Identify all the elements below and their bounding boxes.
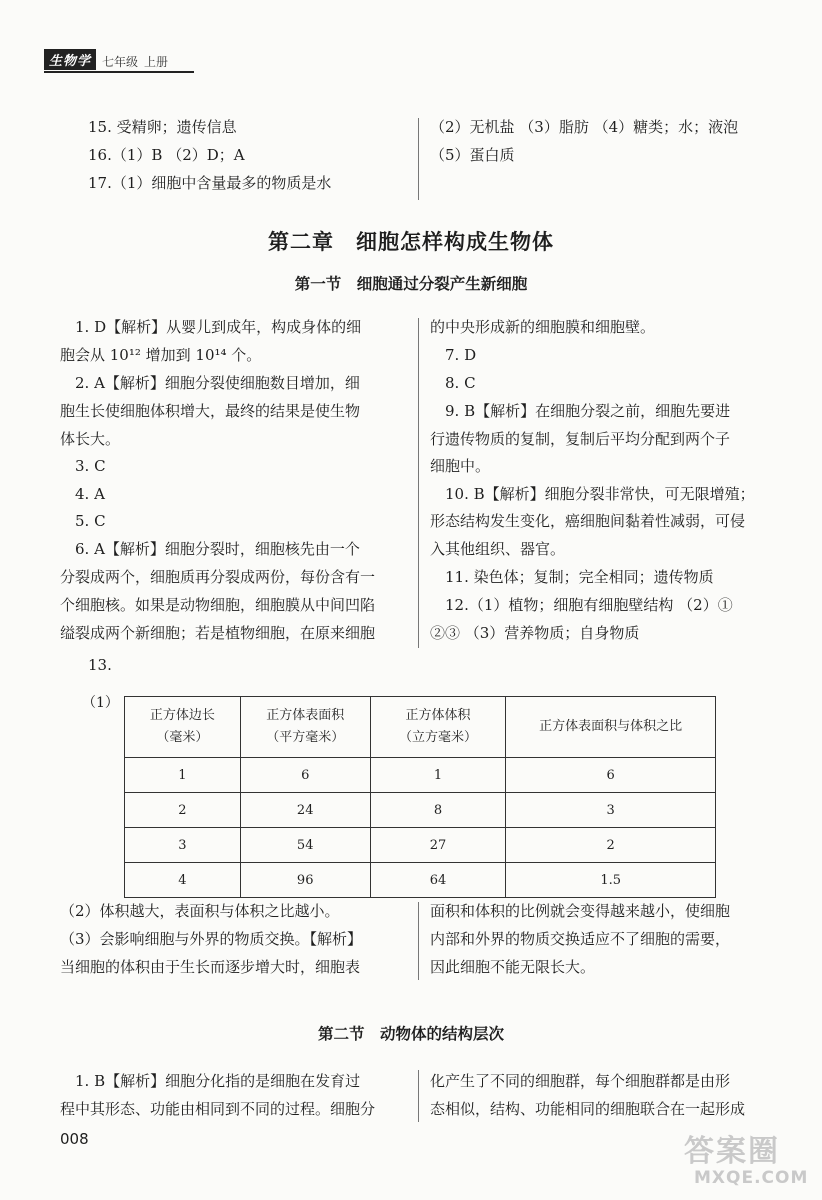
table-header-cell: 正方体边长 （毫米）	[125, 697, 241, 758]
answer-line: 胞会从 10¹² 增加到 10¹⁴ 个。	[60, 346, 262, 364]
answer-line: 1. B【解析】细胞分化指的是细胞在发育过	[60, 1072, 361, 1090]
column-divider	[418, 118, 419, 200]
table-header-cell: 正方体体积 （立方毫米）	[370, 697, 506, 758]
answer-line: 的中央形成新的细胞膜和细胞壁。	[430, 318, 656, 336]
table-label: （1）	[82, 695, 119, 711]
page-number: 008	[60, 1130, 89, 1148]
cube-ratio-table	[124, 696, 716, 898]
answer-line: （2）无机盐 （3）脂肪 （4）糖类；水；液泡	[430, 118, 739, 136]
column-divider	[418, 318, 419, 648]
chapter-title: 第二章 细胞怎样构成生物体	[268, 230, 554, 254]
answer-line: ②③ （3）营养物质；自身物质	[430, 624, 640, 642]
table-cell: 64	[370, 863, 506, 898]
answer-line: 15. 受精卵；遗传信息	[88, 118, 237, 136]
answer-line: 3. C	[60, 457, 106, 475]
table-row	[125, 863, 716, 898]
table-cell: 6	[240, 758, 370, 793]
answer-line: 面积和体积的比例就会变得越来越小，使细胞	[430, 902, 731, 920]
answer-line: 7. D	[430, 346, 477, 364]
answer-line: 9. B【解析】在细胞分裂之前，细胞先要进	[430, 402, 731, 420]
table-cell: 8	[370, 793, 506, 828]
table-cell: 1	[125, 758, 241, 793]
answer-line: 4. A	[60, 485, 105, 503]
answer-line: 因此细胞不能无限长大。	[430, 958, 596, 976]
answer-line: 2. A【解析】细胞分裂使细胞数目增加，细	[60, 374, 360, 392]
answer-line: 行遗传物质的复制，复制后平均分配到两个子	[430, 430, 731, 448]
table-cell: 96	[240, 863, 370, 898]
table-cell: 6	[506, 758, 716, 793]
answer-line: 内部和外界的物质交换适应不了细胞的需要，	[430, 930, 731, 948]
table-header-cell: 正方体表面积 （平方毫米）	[240, 697, 370, 758]
answer-line: 5. C	[60, 512, 106, 530]
table-cell: 27	[370, 828, 506, 863]
table-cell: 1.5	[506, 863, 716, 898]
header-volume: 上册	[144, 55, 169, 69]
answer-line: （2）体积越大，表面积与体积之比越小。	[60, 902, 340, 920]
answer-line: 当细胞的体积由于生长而逐步增大时，细胞表	[60, 958, 361, 976]
table-cell: 54	[240, 828, 370, 863]
table-cell: 4	[125, 863, 241, 898]
table-row	[125, 793, 716, 828]
column-divider	[418, 902, 419, 980]
answer-line: 形态结构发生变化，癌细胞间黏着性减弱，可侵	[430, 512, 746, 530]
running-header	[44, 50, 194, 73]
answer-line: 16.（1）B （2）D；A	[88, 146, 245, 164]
watermark-logo: 答案圈	[684, 1134, 780, 1169]
table-cell: 2	[125, 793, 241, 828]
table-cell: 3	[125, 828, 241, 863]
section-title: 第一节 细胞通过分裂产生新细胞	[294, 275, 528, 293]
column-divider	[418, 1070, 419, 1122]
table-row	[125, 828, 716, 863]
table-cell: 1	[370, 758, 506, 793]
answer-line: 入其他组织、器官。	[430, 540, 566, 558]
answer-line: 化产生了不同的细胞群，每个细胞群都是由形	[430, 1072, 731, 1090]
table-cell: 2	[506, 828, 716, 863]
section-title: 第二节 动物体的结构层次	[317, 1025, 504, 1043]
header-grade: 七年级	[102, 55, 139, 69]
answer-line: 17.（1）细胞中含量最多的物质是水	[88, 174, 332, 192]
answer-line: 8. C	[430, 374, 476, 392]
answer-line: 6. A【解析】细胞分裂时，细胞核先由一个	[60, 540, 360, 558]
table-header-row	[125, 697, 716, 758]
table-cell: 24	[240, 793, 370, 828]
answer-line: 胞生长使细胞体积增大，最终的结果是使生物	[60, 402, 361, 420]
header-subject: 生物学	[44, 49, 96, 70]
answer-line: 体长大。	[60, 430, 121, 448]
answer-line: 个细胞核。如果是动物细胞，细胞膜从中间凹陷	[60, 596, 376, 614]
answer-line: 11. 染色体；复制；完全相同；遗传物质	[430, 568, 714, 586]
answer-line: （5）蛋白质	[430, 146, 515, 164]
watermark-url: MXQE.COM	[694, 1168, 809, 1188]
answer-line: 态相似，结构、功能相同的细胞联合在一起形成	[430, 1100, 746, 1118]
table-header-cell: 正方体表面积与体积之比	[506, 697, 716, 758]
answer-line: 缢裂成两个新细胞；若是植物细胞，在原来细胞	[60, 624, 376, 642]
table-cell: 3	[506, 793, 716, 828]
answer-line: 细胞中。	[430, 457, 491, 475]
answer-line: 12.（1）植物；细胞有细胞壁结构 （2）①	[430, 596, 733, 614]
answer-line: 10. B【解析】细胞分裂非常快，可无限增殖；	[430, 485, 755, 503]
answer-line: （3）会影响细胞与外界的物质交换。【解析】	[60, 930, 363, 948]
answer-line: 分裂成两个，细胞质再分裂成两份，每份含有一	[60, 568, 376, 586]
answer-line: 程中其形态、功能由相同到不同的过程。细胞分	[60, 1100, 376, 1118]
question-label: 13.	[88, 656, 112, 674]
answer-line: 1. D【解析】从婴儿到成年，构成身体的细	[60, 318, 362, 336]
table-row	[125, 758, 716, 793]
